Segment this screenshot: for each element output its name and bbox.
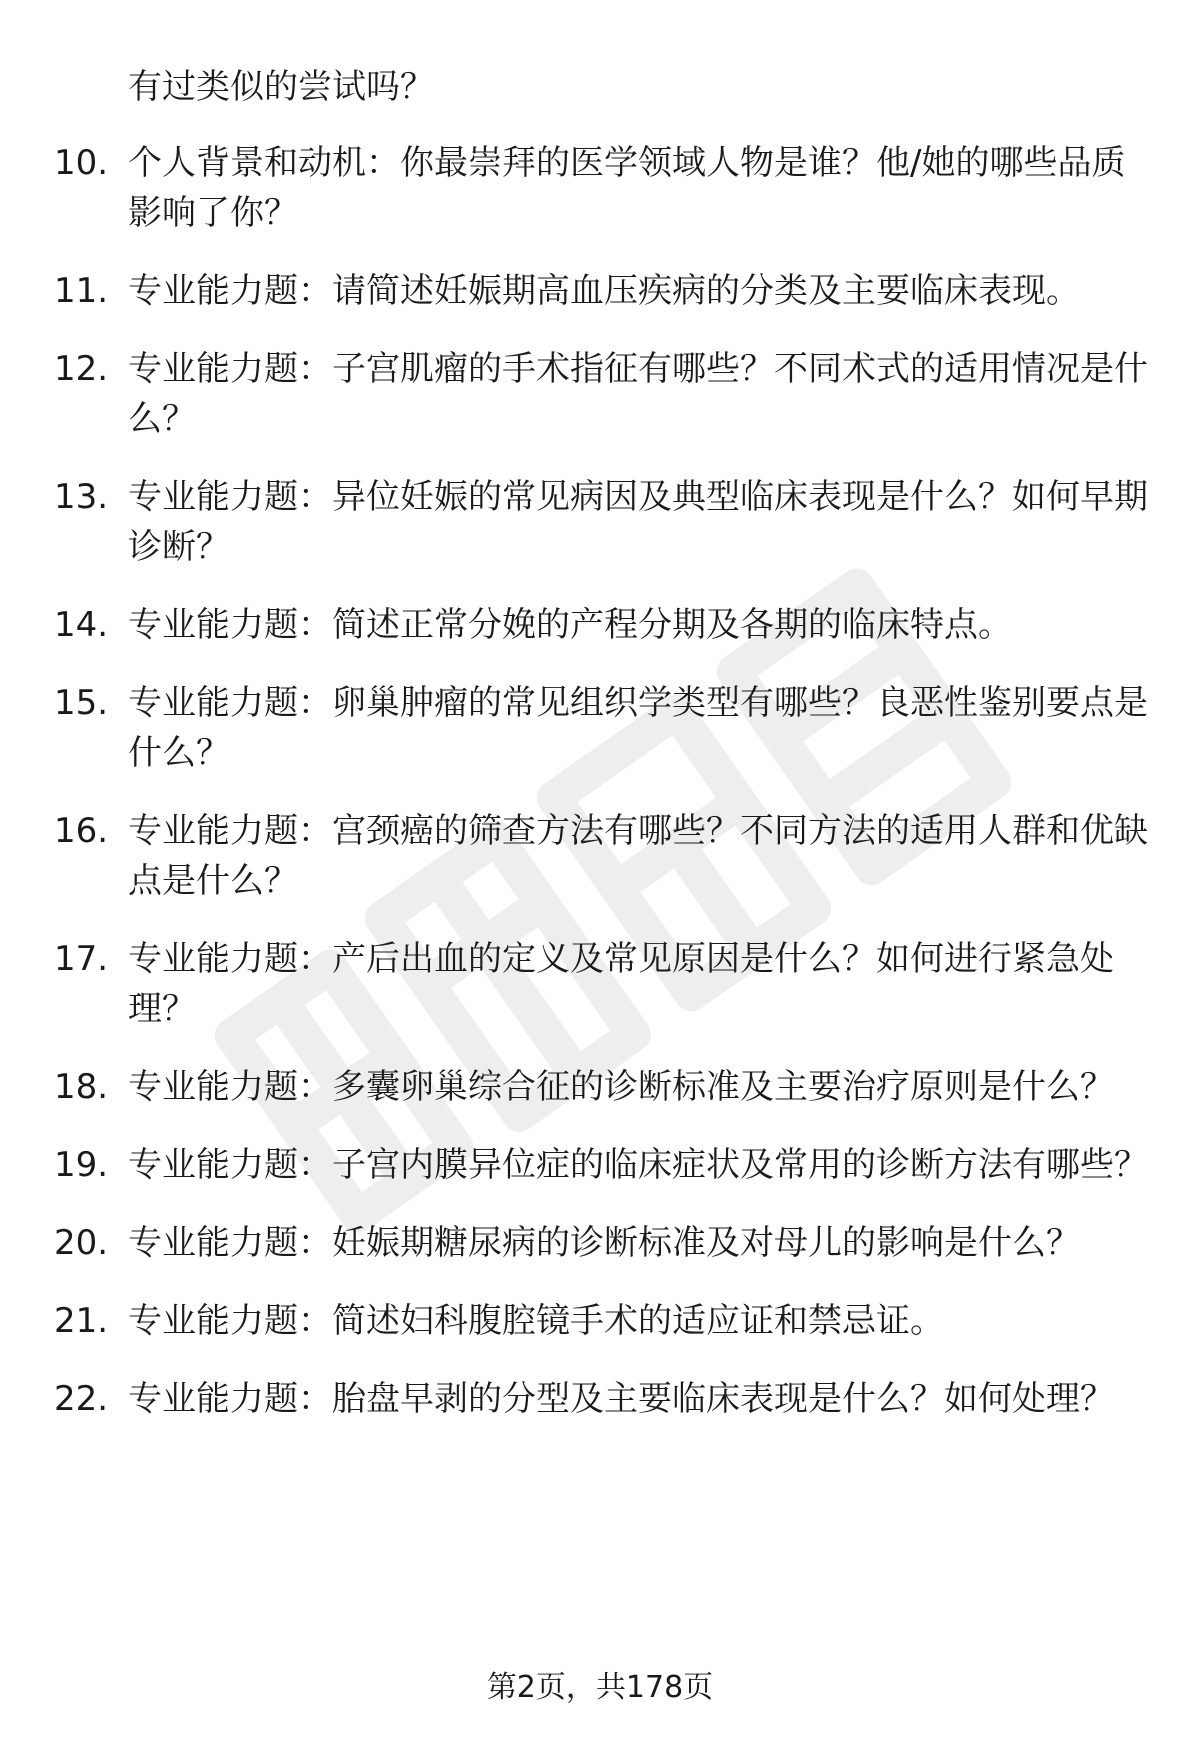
list-item (0, 806, 1200, 906)
list-item (0, 266, 1200, 316)
list-item (0, 1296, 1200, 1346)
item-number: 14. (54, 605, 109, 645)
item-text: 专业能力题：简述正常分娩的产程分期及各期的临床特点。 (128, 605, 1012, 645)
list-item (0, 600, 1200, 650)
item-number: 12. (54, 349, 109, 389)
item-text: 专业能力题：宫颈癌的筛查方法有哪些？不同方法的适用人群和优缺点是什么？ (128, 811, 1148, 901)
list-item (0, 1140, 1200, 1190)
list-item (0, 678, 1200, 778)
item-number: 19. (54, 1145, 109, 1185)
item-number: 22. (54, 1379, 109, 1419)
item-text: 专业能力题：卵巢肿瘤的常见组织学类型有哪些？良恶性鉴别要点是什么？ (128, 683, 1148, 773)
item-number: 20. (54, 1223, 109, 1263)
item-text: 专业能力题：请简述妊娠期高血压疾病的分类及主要临床表现。 (128, 271, 1080, 311)
page-footer: 第2页，共178页 (486, 1670, 714, 1705)
item-text: 专业能力题：多囊卵巢综合征的诊断标准及主要治疗原则是什么？ (128, 1067, 1114, 1107)
item-number: 16. (54, 811, 109, 851)
item-number: 15. (54, 683, 109, 723)
item-text: 专业能力题：异位妊娠的常见病因及典型临床表现是什么？如何早期诊断？ (128, 477, 1148, 567)
list-item (0, 138, 1200, 238)
item-text: 专业能力题：妊娠期糖尿病的诊断标准及对母儿的影响是什么？ (128, 1223, 1080, 1263)
continuation-text: 有过类似的尝试吗？ (128, 67, 434, 107)
list-item (0, 1218, 1200, 1268)
item-text: 专业能力题：胎盘早剥的分型及主要临床表现是什么？如何处理？ (128, 1379, 1114, 1419)
item-text: 专业能力题：子宫肌瘤的手术指征有哪些？不同术式的适用情况是什么？ (128, 349, 1148, 439)
list-item (0, 934, 1200, 1034)
item-number: 17. (54, 939, 109, 979)
item-text: 个人背景和动机：你最崇拜的医学领域人物是谁？他/她的哪些品质影响了你？ (128, 143, 1126, 233)
list-item (0, 344, 1200, 444)
item-number: 10. (54, 143, 109, 183)
item-number: 21. (54, 1301, 109, 1341)
item-number: 13. (54, 477, 109, 517)
item-number: 11. (54, 271, 109, 311)
list-item (0, 1374, 1200, 1424)
item-text: 专业能力题：子宫内膜异位症的临床症状及常用的诊断方法有哪些？ (128, 1145, 1148, 1185)
item-text: 专业能力题：简述妇科腹腔镜手术的适应证和禁忌证。 (128, 1301, 944, 1341)
item-number: 18. (54, 1067, 109, 1107)
list-item (0, 1062, 1200, 1112)
item-text: 专业能力题：产后出血的定义及常见原因是什么？如何进行紧急处理？ (128, 939, 1114, 1029)
list-item (0, 472, 1200, 572)
question-list (0, 138, 1200, 1452)
